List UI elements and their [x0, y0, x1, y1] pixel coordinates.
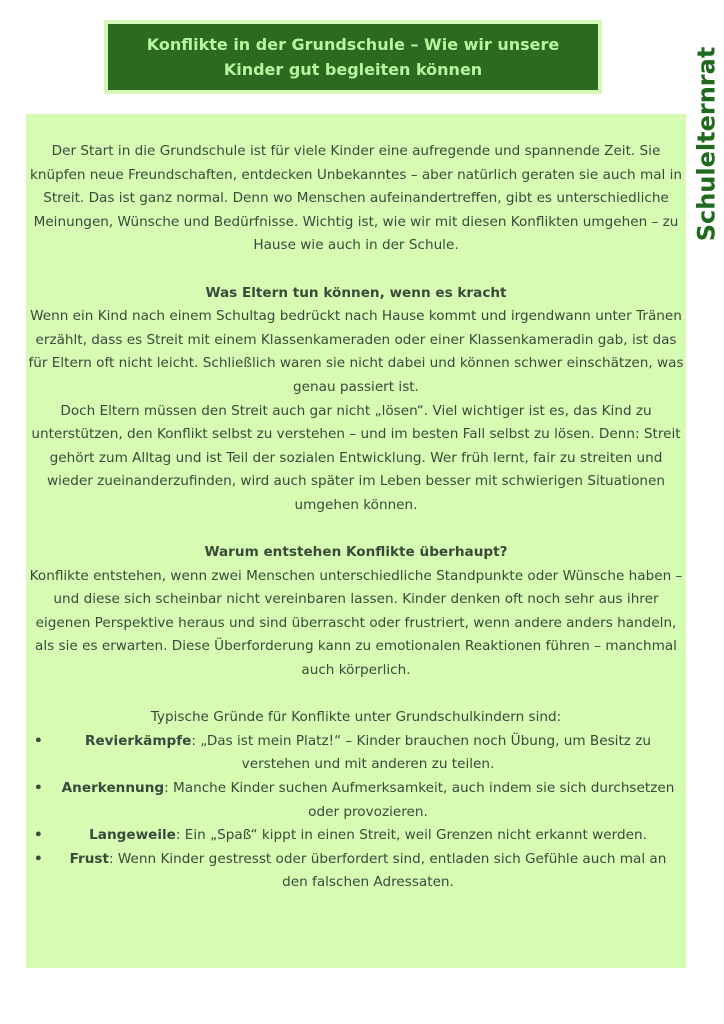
- reason-term: Revierkämpfe: [84, 732, 192, 749]
- parents-paragraph-2: Doch Eltern müssen den Streit auch gar nicht „lösen“. Viel wichtiger ist es, das Kind zu unterstützen, den Konflikt selbst zu verstehen – und im besten Fall selbst zu lösen. Denn: Streit gehört zum Alltag und ist Teil der sozialen Entwicklung. Wer früh lernt, fair zu streiten und wieder zueinanderzufinden, wird auch später im Leben besser mit schwierigen Situationen umgehen können.: [31, 402, 681, 513]
- reason-term: Anerkennung: [61, 780, 165, 797]
- title-banner: [104, 20, 602, 94]
- spacer: [26, 683, 686, 707]
- spacer: [26, 518, 686, 542]
- list-item: [26, 824, 686, 848]
- reasons-list: [26, 730, 686, 895]
- side-label: [690, 38, 722, 250]
- bullet-icon: •: [34, 732, 43, 749]
- list-item: [26, 848, 686, 895]
- bullet-icon: •: [34, 850, 43, 867]
- reason-text: : Manche Kinder suchen Aufmerksamkeit, auch indem sie sich durchsetzen oder provozieren.: [164, 780, 675, 820]
- section-heading-parents: Was Eltern tun können, wenn es kracht: [205, 284, 507, 301]
- page-title: Konflikte in der Grundschule – Wie wir unsere Kinder gut begleiten können: [146, 35, 560, 79]
- list-item: [26, 730, 686, 777]
- reason-term: Frust: [69, 850, 110, 867]
- bullet-icon: •: [34, 780, 43, 797]
- intro-paragraph: Der Start in die Grundschule ist für viele Kinder eine aufregende und spannende Zeit. Sie knüpfen neue Freundschaften, entdecken Unbekanntes – aber natürlich geraten sie auch mal in Streit. Das ist ganz normal. Denn wo Menschen aufeinandertreffen, gibt es unterschiedliche Meinungen, Wünsche und Bedürfnisse. Wichtig ist, wie wir mit diesen Konflikten umgehen – zu Hause wie auch in der Schule.: [29, 143, 683, 254]
- spacer: [26, 258, 686, 282]
- list-item: [26, 777, 686, 824]
- reason-term: Langeweile: [89, 827, 176, 844]
- reason-text: : Wenn Kinder gestresst oder überfordert sind, entladen sich Gefühle auch mal an den falschen Adressaten.: [109, 850, 667, 891]
- causes-paragraph: Konflikte entstehen, wenn zwei Menschen unterschiedliche Standpunkte oder Wünsche haben – und diese sich scheinbar nicht vereinbaren lassen. Kinder denken oft noch sehr aus ihrer eigenen Perspektive heraus und sind überrascht oder frustriert, wenn andere anders handeln, als sie es erwarten. Diese Überforderung kann zu emotionalen Reaktionen führen – manchmal auch körperlich.: [29, 567, 683, 679]
- bullet-icon: •: [34, 827, 43, 844]
- side-label-text: Schulelternrat: [692, 46, 720, 242]
- parents-paragraph-1: Wenn ein Kind nach einem Schultag bedrückt nach Hause kommt und irgendwann unter Tränen erzählt, dass es Streit mit einem Klassenkameraden oder einer Klassenkameradin gab, ist das für Eltern oft nicht leicht. Schließlich waren sie nicht dabei und können schwer einschätzen, was genau passiert ist.: [28, 308, 684, 395]
- reasons-intro: Typische Gründe für Konflikte unter Grundschulkindern sind:: [150, 709, 562, 726]
- section-heading-causes: Warum entstehen Konflikte überhaupt?: [204, 544, 508, 561]
- reason-text: : Ein „Spaß“ kippt in einen Streit, weil Grenzen nicht erkannt werden.: [175, 827, 647, 844]
- reason-text: : „Das ist mein Platz!“ – Kinder brauchen noch Übung, um Besitz zu verstehen und mit anderen zu teilen.: [191, 732, 651, 773]
- content-panel: [26, 114, 686, 968]
